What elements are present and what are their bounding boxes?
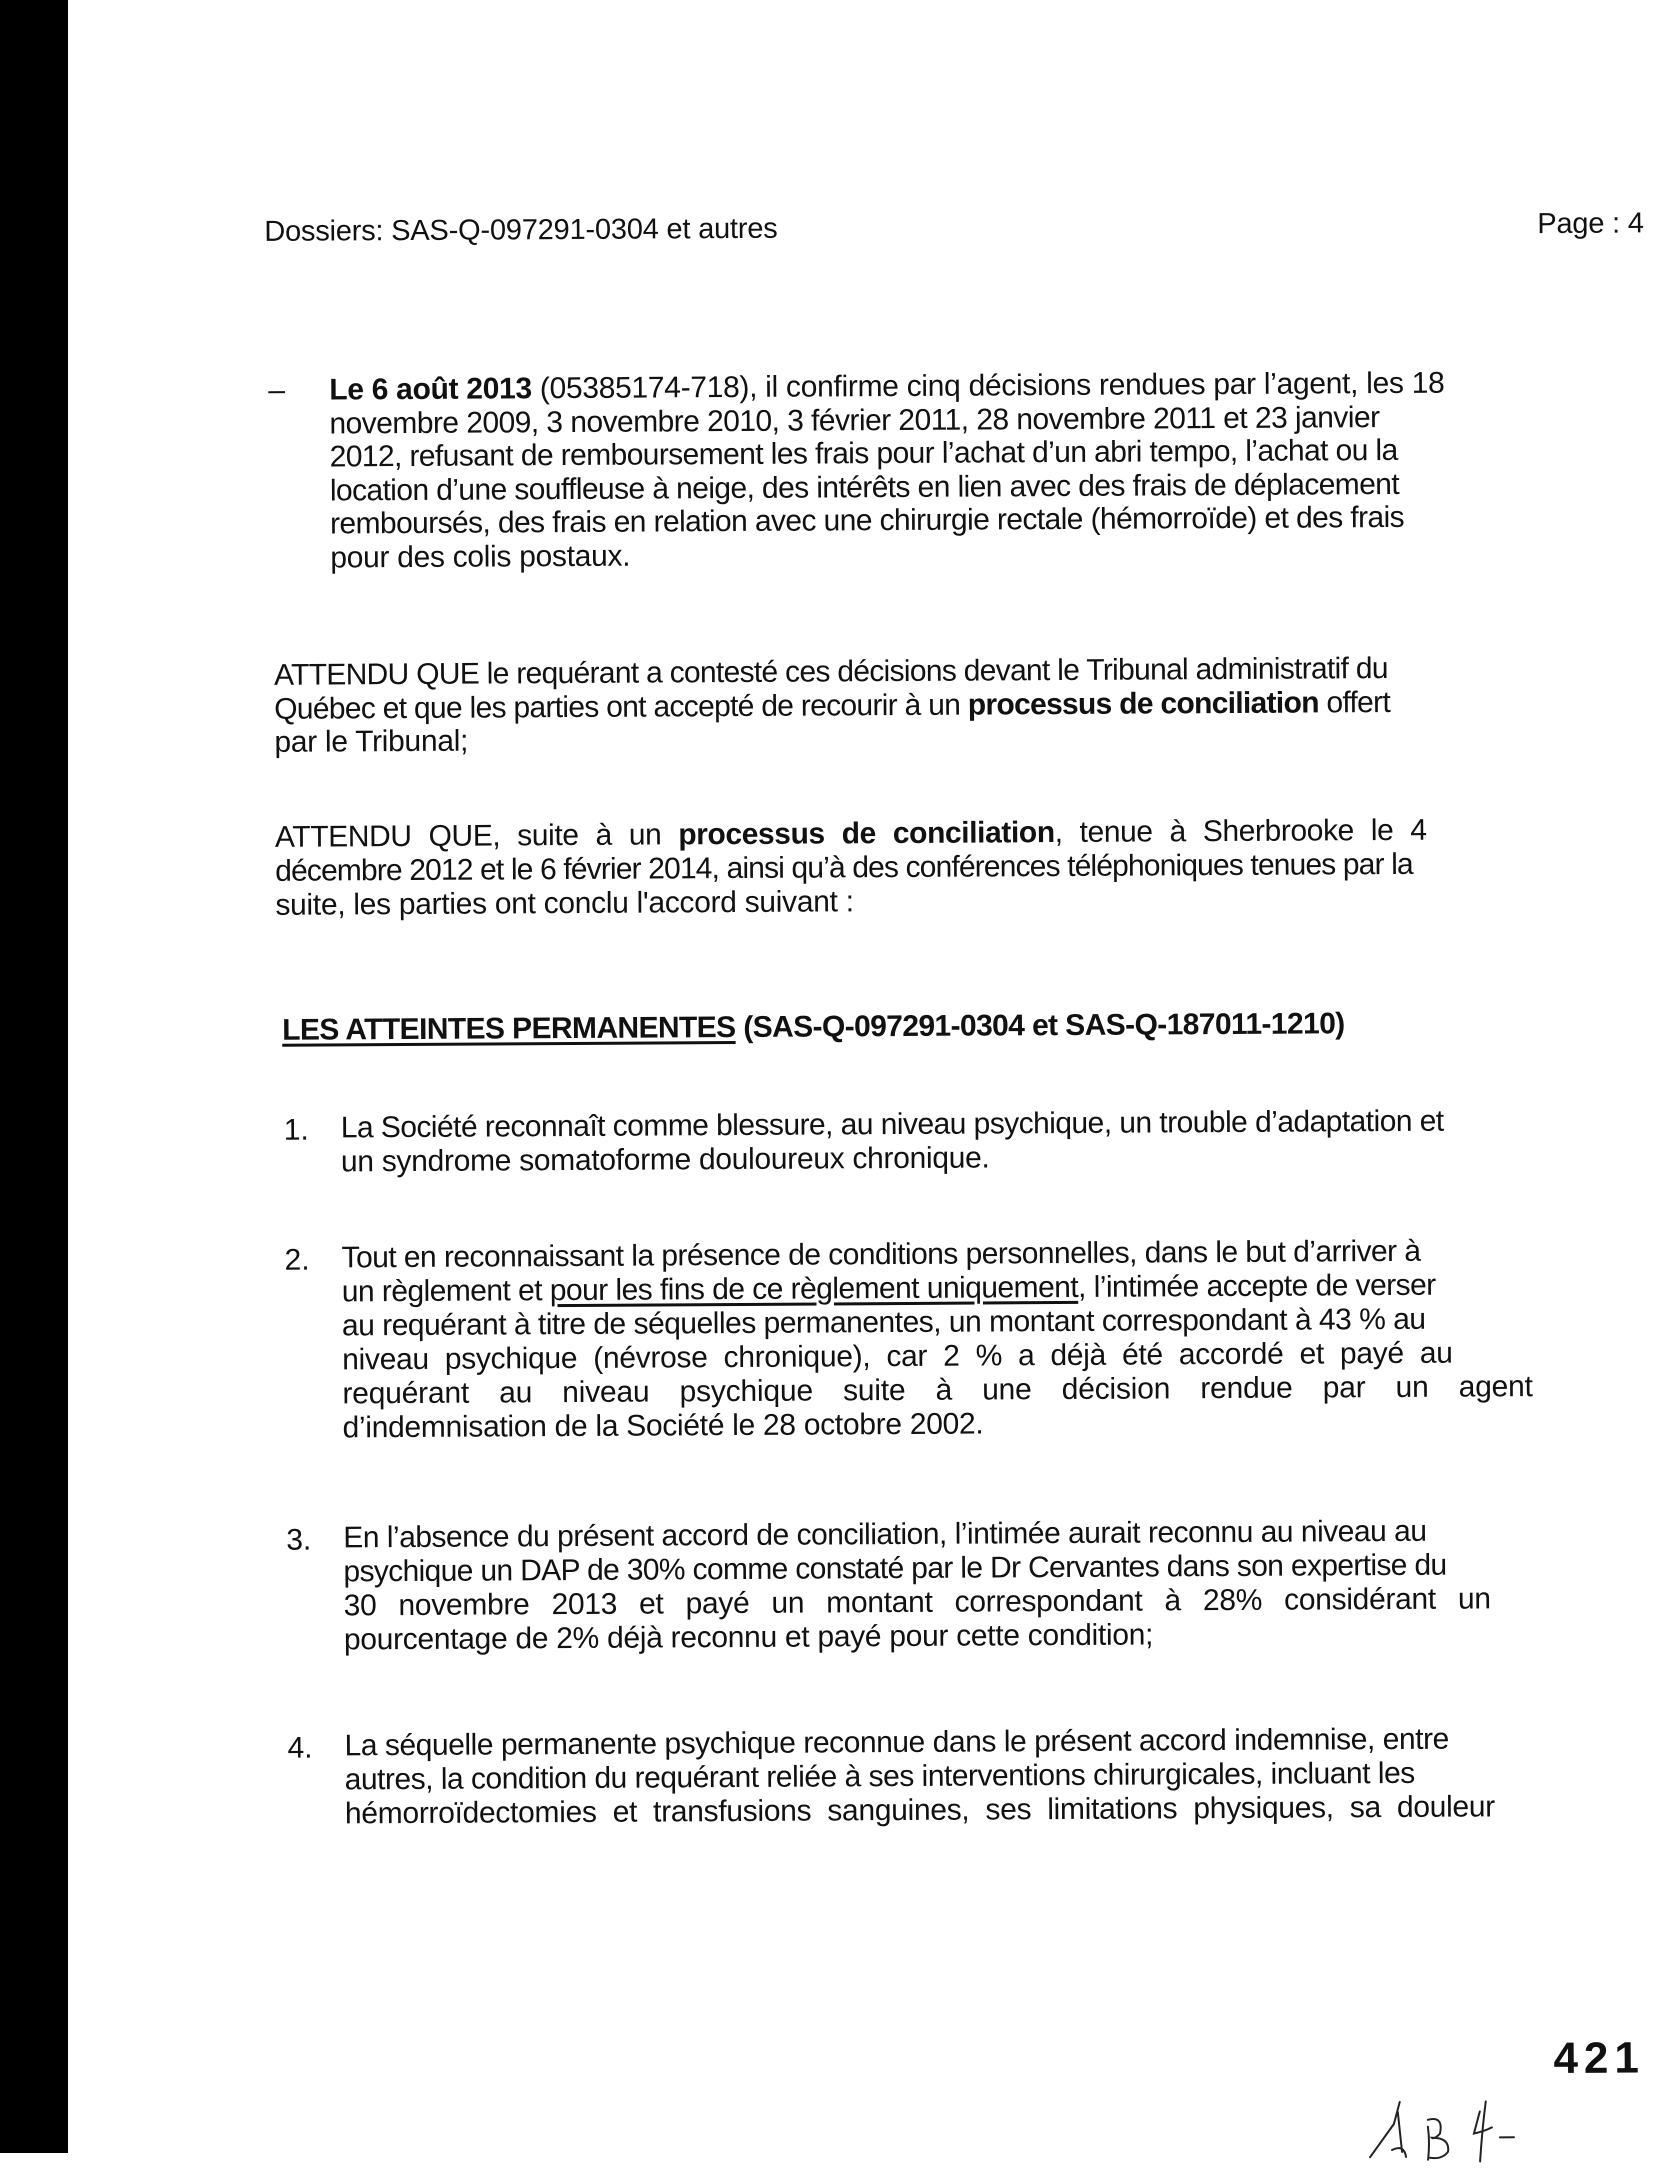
- item-3-line-1: En l’absence du présent accord de conciliation, l’intimée aurait reconnu au niveau au: [343, 1514, 1427, 1555]
- section-heading-underlined: LES ATTEINTES PERMANENTES: [282, 1011, 736, 1047]
- attendu1-line-2-pre: Québec et que les parties ont accepté de recourir à un: [274, 688, 968, 726]
- attendu2-line-1-post: , tenue à Sherbrooke le 4: [1054, 813, 1427, 850]
- bullet-line-6: pour des colis postaux.: [330, 539, 631, 575]
- section-heading: [282, 1007, 1345, 1047]
- page-number: Page : 4: [1537, 207, 1644, 241]
- section-heading-dossiers: (SAS-Q-097291-0304 et SAS-Q-187011-1210): [735, 1007, 1345, 1045]
- attendu2-line-1-pre: ATTENDU QUE, suite à un: [274, 818, 679, 854]
- bullet-dash: –: [268, 373, 286, 407]
- bullet-line-1-text: (05385174-718), il confirme cinq décisions rendues par l’agent, les 18: [531, 366, 1445, 406]
- attendu1-bold-conciliation: processus de conciliation: [967, 686, 1319, 722]
- attendu1-line-2-post: offert: [1318, 686, 1391, 720]
- item-1-number: 1.: [283, 1113, 309, 1147]
- item-4-line-2: autres, la condition du requérant reliée à ses interventions chirurgicales, incluant les: [344, 1756, 1415, 1797]
- attendu1-line-3: par le Tribunal;: [274, 724, 469, 759]
- item-3-line-2: psychique un DAP de 30% comme constaté par le Dr Cervantes dans son expertise du: [343, 1548, 1447, 1589]
- attendu2-line-3: suite, les parties ont conclu l'accord suivant :: [275, 885, 854, 922]
- item-2-underlined-phrase: pour les fins de ce règlement uniquement: [549, 1270, 1079, 1308]
- bullet-line-5: remboursés, des frais en relation avec une chirurgie rectale (hémorroïde) et des frais: [329, 500, 1405, 541]
- attendu2-bold-conciliation: processus de conciliation: [678, 816, 1055, 852]
- item-2-line-1: Tout en reconnaissant la présence de conditions personnelles, dans le but d’arriver à: [341, 1234, 1421, 1275]
- item-2-line-4: niveau psychique (névrose chronique), car 2 % a déjà été accordé et payé au: [342, 1336, 1453, 1377]
- attendu1-line-1: ATTENDU QUE le requérant a contesté ces décisions devant le Tribunal administratif du: [273, 652, 1388, 692]
- bullet-line-3: 2012, refusant de remboursement les frais pour l’achat d’un abri tempo, l’achat ou la: [329, 433, 1398, 474]
- bullet-line-4: location d’une souffleuse à neige, des intérêts en lien avec des frais de déplacement: [329, 467, 1400, 508]
- bullet-bold-date: Le 6 août 2013: [329, 372, 532, 407]
- item-2-line-6: d’indemnisation de la Société le 28 octobre 2002.: [342, 1407, 984, 1445]
- page-stamp-number: 421: [1553, 2033, 1646, 2084]
- bullet-line-2: novembre 2009, 3 novembre 2010, 3 février 2011, 28 novembre 2011 et 23 janvier: [329, 401, 1380, 441]
- item-4-number: 4.: [287, 1731, 313, 1765]
- item-2-number: 2.: [284, 1243, 310, 1277]
- dossiers-header: Dossiers: SAS-Q-097291-0304 et autres: [264, 212, 778, 248]
- attendu1-line-2: [274, 686, 1390, 727]
- item-2-line-3: au requérant à titre de séquelles permanentes, un montant correspondant à 43 % au: [341, 1302, 1426, 1343]
- item-1-line-1: La Société reconnaît comme blessure, au niveau psychique, un trouble d’adaptation et: [340, 1104, 1444, 1145]
- attendu2-line-2: décembre 2012 et le 6 février 2014, ainsi qu’à des conférences téléphoniques tenues par la: [275, 847, 1413, 888]
- item-4-line-1: La séquelle permanente psychique reconnue dans le présent accord indemnise, entre: [344, 1722, 1449, 1763]
- item-4-line-3: hémorroïdectomies et transfusions sanguines, ses limitations physiques, sa douleur: [344, 1790, 1496, 1831]
- item-1-line-2: un syndrome somatoforme douloureux chronique.: [340, 1141, 990, 1179]
- item-3-number: 3.: [286, 1523, 312, 1557]
- item-2-line-5: requérant au niveau psychique suite à une décision rendue par un agent: [342, 1370, 1533, 1411]
- item-2-line-2-post: , l’intimée accepte de verser: [1077, 1268, 1436, 1304]
- item-3-line-3: 30 novembre 2013 et payé un montant correspondant à 28% considérant un: [343, 1582, 1491, 1623]
- item-2-line-2-pre: un règlement et: [341, 1274, 550, 1309]
- item-3-line-4: pourcentage de 2% déjà reconnu et payé pour cette condition;: [343, 1618, 1154, 1657]
